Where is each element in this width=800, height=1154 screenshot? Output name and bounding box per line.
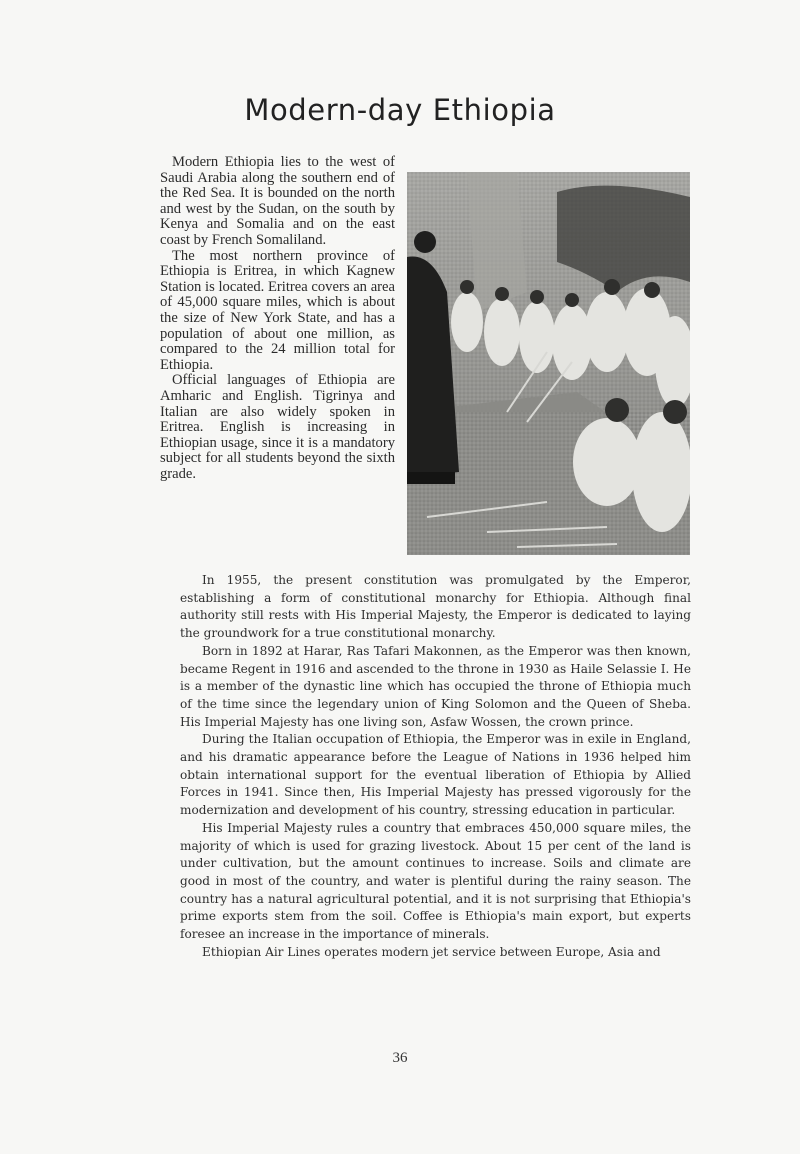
page-number: 36: [392, 1050, 408, 1066]
photo-illustration: [407, 172, 690, 555]
crowd-photo: [407, 172, 690, 555]
body-paragraph-air-lines: Ethiopian Air Lines operates modern jet service between Europe, Asia and: [202, 944, 661, 959]
body-paragraph-land-agriculture: His Imperial Majesty rules a country that embraces 450,000 square miles, the majority of which is used for grazing livestock. About 15 per cent of the land is under cultivation, but the amount continues to increase. Soils and climate are good in most of the country, and water is plentiful during the rainy season. The country has a natural agricultural potential, and it is not surprising that Ethiopia's prime exports stem from the soil. Coffee is Ethiopia's main export, but experts foresee an increase in the importance of minerals.: [180, 820, 691, 942]
page-title: Modern-day Ethiopia: [244, 93, 556, 127]
main-body: [180, 572, 691, 961]
intro-paragraph-location: Modern Ethiopia lies to the west of Saudi Arabia along the southern end of the Red Sea. It is bounded on the north and west by the Sudan, on the south by Kenya and Somalia and on the east coast by French Somaliland.: [160, 154, 395, 248]
intro-column: [160, 155, 395, 482]
body-paragraph-emperor-biography: Born in 1892 at Harar, Ras Tafari Makonnen, as the Emperor was then known, became Regent in 1916 and ascended to the throne in 1930 as Haile Selassie I. He is a member of the dynastic line which has occupied the throne of Ethiopia much of the time since the legendary union of King Solomon and the Queen of Sheba. His Imperial Majesty has one living son, Asfaw Wossen, the crown prince.: [180, 643, 691, 729]
body-paragraph-constitution: In 1955, the present constitution was promulgated by the Emperor, establishing a form of constitutional monarchy for Ethiopia. Although final authority still rests with His Imperial Majesty, the Emperor is dedicated to laying the groundwork for a true constitutional monarchy.: [180, 573, 691, 641]
intro-paragraph-languages: Official languages of Ethiopia are Amharic and English. Tigrinya and Italian are also widely spoken in Eritrea. English is increasing in Ethiopian usage, since it is a mandatory subject for all students beyond the sixth grade.: [160, 372, 395, 482]
intro-paragraph-eritrea: The most northern province of Ethiopia is Eritrea, in which Kagnew Station is located. Eritrea covers an area of 45,000 square miles, which is about the size of New York State, and has a population of about one million, as compared to the 24 million total for Ethiopia.: [160, 247, 395, 373]
body-paragraph-italian-occupation: During the Italian occupation of Ethiopia, the Emperor was in exile in England, and his dramatic appearance before the League of Nations in 1936 helped him obtain international support for the eventual liberation of Ethiopia by Allied Forces in 1941. Since then, His Imperial Majesty has pressed vigorously for the modernization and development of his country, stressing education in particular.: [180, 732, 691, 818]
